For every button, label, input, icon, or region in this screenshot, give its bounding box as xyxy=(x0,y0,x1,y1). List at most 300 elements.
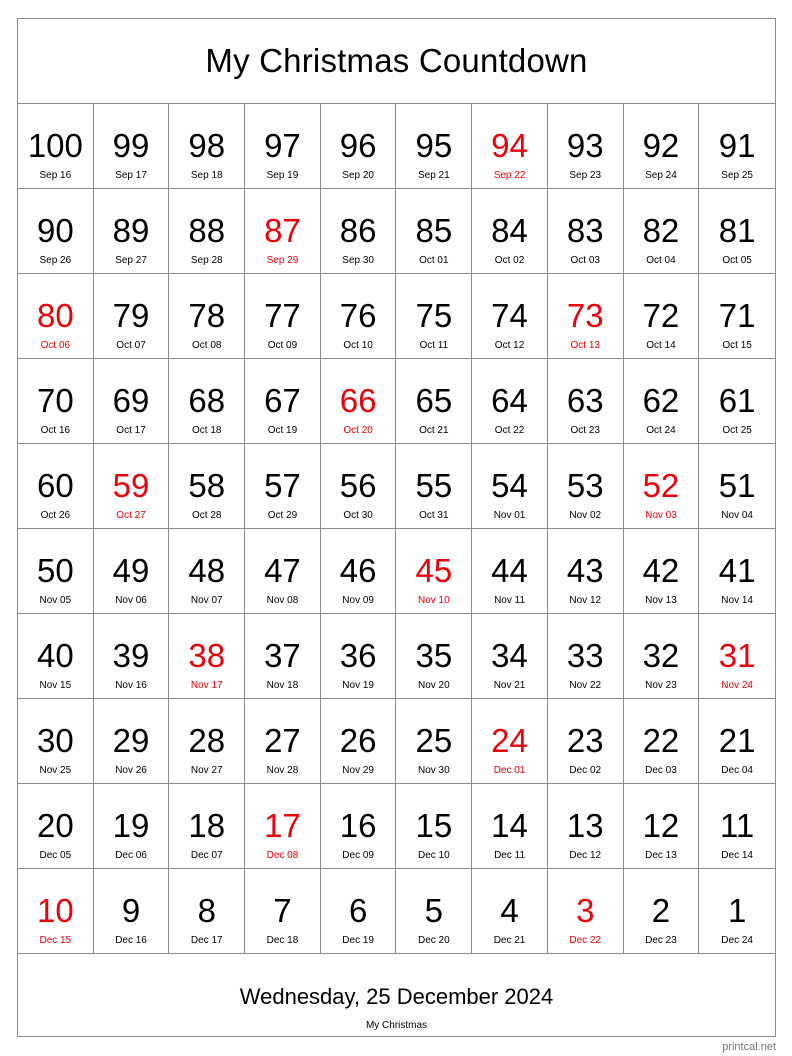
countdown-cell xyxy=(624,529,700,614)
days-remaining: 91 xyxy=(718,127,756,164)
countdown-cell xyxy=(321,359,397,444)
days-remaining: 28 xyxy=(188,722,226,759)
days-remaining: 85 xyxy=(415,212,453,249)
cell-date: Nov 15 xyxy=(39,680,72,691)
cell-date: Nov 30 xyxy=(417,765,450,776)
cell-date: Dec 24 xyxy=(721,935,753,946)
cell-date: Nov 29 xyxy=(342,765,374,776)
countdown-cell xyxy=(245,274,321,359)
days-remaining: 24 xyxy=(491,722,528,759)
countdown-calendar xyxy=(17,18,776,1037)
countdown-cell xyxy=(472,189,548,274)
countdown-cell xyxy=(94,869,170,954)
days-remaining: 18 xyxy=(188,807,226,844)
countdown-cell xyxy=(624,189,700,274)
cell-date: Oct 01 xyxy=(419,255,449,266)
cell-date: Oct 31 xyxy=(419,510,449,521)
days-remaining: 13 xyxy=(566,807,604,844)
cell-date: Dec 09 xyxy=(342,850,374,861)
cell-date: Nov 25 xyxy=(39,765,72,776)
cell-date: Dec 08 xyxy=(266,850,299,861)
cell-date: Dec 19 xyxy=(342,935,374,946)
cell-date: Sep 22 xyxy=(493,170,526,181)
countdown-cell xyxy=(699,699,775,784)
countdown-cell xyxy=(245,869,321,954)
cell-date: Sep 24 xyxy=(645,170,677,181)
countdown-cell xyxy=(18,614,94,699)
days-remaining: 36 xyxy=(339,637,377,674)
countdown-cell xyxy=(624,444,700,529)
cell-date: Nov 17 xyxy=(190,680,223,691)
days-remaining: 4 xyxy=(500,892,519,929)
days-remaining: 22 xyxy=(642,722,680,759)
countdown-cell xyxy=(548,529,624,614)
days-remaining: 77 xyxy=(264,297,301,334)
countdown-cell xyxy=(94,359,170,444)
days-remaining: 58 xyxy=(188,467,226,504)
cell-date: Oct 20 xyxy=(343,425,373,436)
cell-date: Sep 25 xyxy=(721,170,753,181)
cell-date: Nov 09 xyxy=(342,595,374,606)
days-remaining: 94 xyxy=(491,127,528,164)
countdown-cell xyxy=(472,614,548,699)
cell-date: Nov 23 xyxy=(645,680,677,691)
cell-date: Oct 14 xyxy=(646,340,676,351)
cell-date: Oct 05 xyxy=(722,255,752,266)
countdown-cell xyxy=(699,104,775,189)
cell-date: Sep 18 xyxy=(190,170,223,181)
cell-date: Dec 06 xyxy=(115,850,147,861)
cell-date: Dec 04 xyxy=(721,765,753,776)
countdown-cell xyxy=(548,274,624,359)
cell-date: Dec 03 xyxy=(645,765,677,776)
days-remaining: 8 xyxy=(197,892,216,929)
cell-date: Sep 20 xyxy=(342,170,374,181)
cell-date: Oct 15 xyxy=(722,340,752,351)
cell-date: Dec 02 xyxy=(569,765,602,776)
countdown-cell xyxy=(624,699,700,784)
cell-date: Dec 15 xyxy=(39,935,72,946)
footer xyxy=(18,954,775,1036)
countdown-cell xyxy=(699,784,775,869)
countdown-cell xyxy=(472,444,548,529)
countdown-cell xyxy=(321,699,397,784)
days-remaining: 99 xyxy=(112,127,150,164)
countdown-cell xyxy=(624,104,700,189)
days-remaining: 48 xyxy=(188,552,226,589)
days-remaining: 45 xyxy=(415,552,453,589)
countdown-cell xyxy=(396,274,472,359)
cell-date: Oct 07 xyxy=(116,340,146,351)
days-remaining: 83 xyxy=(566,212,604,249)
cell-date: Oct 28 xyxy=(192,510,222,521)
cell-date: Sep 16 xyxy=(39,170,72,181)
cell-date: Nov 08 xyxy=(266,595,299,606)
countdown-cell xyxy=(548,189,624,274)
cell-date: Dec 07 xyxy=(190,850,223,861)
countdown-cell xyxy=(245,784,321,869)
cell-date: Dec 23 xyxy=(645,935,677,946)
cell-date: Dec 18 xyxy=(266,935,299,946)
countdown-cell xyxy=(321,529,397,614)
cell-date: Oct 06 xyxy=(40,340,71,351)
days-remaining: 20 xyxy=(36,807,74,844)
cell-date: Sep 17 xyxy=(115,170,147,181)
days-remaining: 52 xyxy=(642,467,680,504)
countdown-cell xyxy=(18,274,94,359)
days-remaining: 39 xyxy=(112,637,150,674)
countdown-cell xyxy=(548,699,624,784)
cell-date: Nov 14 xyxy=(721,595,753,606)
days-remaining: 96 xyxy=(339,127,377,164)
cell-date: Oct 30 xyxy=(343,510,373,521)
days-remaining: 50 xyxy=(36,552,74,589)
days-remaining: 43 xyxy=(566,552,604,589)
countdown-cell xyxy=(245,189,321,274)
cell-date: Oct 19 xyxy=(267,425,298,436)
countdown-cell xyxy=(472,529,548,614)
days-remaining: 35 xyxy=(415,637,453,674)
countdown-cell xyxy=(245,359,321,444)
countdown-cell xyxy=(396,359,472,444)
cell-date: Nov 27 xyxy=(190,765,223,776)
cell-date: Oct 13 xyxy=(570,340,600,351)
days-remaining: 1 xyxy=(727,892,747,929)
countdown-cell xyxy=(699,614,775,699)
days-remaining: 37 xyxy=(264,637,301,674)
countdown-cell xyxy=(472,359,548,444)
days-remaining: 19 xyxy=(112,807,150,844)
days-remaining: 9 xyxy=(121,892,141,929)
days-remaining: 74 xyxy=(491,297,528,334)
days-remaining: 63 xyxy=(566,382,604,419)
cell-date: Nov 13 xyxy=(645,595,677,606)
days-remaining: 86 xyxy=(339,212,377,249)
days-remaining: 53 xyxy=(566,467,604,504)
countdown-cell xyxy=(245,104,321,189)
days-remaining: 98 xyxy=(188,127,226,164)
cell-date: Oct 08 xyxy=(192,340,222,351)
days-remaining: 70 xyxy=(36,382,74,419)
countdown-cell xyxy=(245,444,321,529)
cell-date: Nov 18 xyxy=(266,680,299,691)
countdown-cell xyxy=(169,104,245,189)
cell-date: Oct 26 xyxy=(40,510,71,521)
days-remaining: 95 xyxy=(415,127,453,164)
countdown-cell xyxy=(18,189,94,274)
days-remaining: 55 xyxy=(415,467,453,504)
countdown-cell xyxy=(18,699,94,784)
cell-date: Sep 21 xyxy=(417,170,450,181)
days-remaining: 90 xyxy=(36,212,74,249)
countdown-cell xyxy=(94,529,170,614)
cell-date: Nov 22 xyxy=(569,680,602,691)
countdown-cell xyxy=(548,869,624,954)
cell-date: Nov 28 xyxy=(266,765,299,776)
days-remaining: 46 xyxy=(339,552,377,589)
countdown-cell xyxy=(396,189,472,274)
cell-date: Oct 24 xyxy=(646,425,676,436)
cell-date: Oct 27 xyxy=(116,510,146,521)
days-remaining: 5 xyxy=(424,892,444,929)
cell-date: Nov 10 xyxy=(417,595,450,606)
days-remaining: 71 xyxy=(718,297,756,334)
countdown-cell xyxy=(321,104,397,189)
days-remaining: 72 xyxy=(642,297,680,334)
countdown-cell xyxy=(699,869,775,954)
countdown-cell xyxy=(472,869,548,954)
countdown-cell xyxy=(472,784,548,869)
countdown-cell xyxy=(169,274,245,359)
cell-date: Sep 19 xyxy=(266,170,299,181)
days-remaining: 29 xyxy=(112,722,150,759)
days-remaining: 10 xyxy=(36,892,74,929)
countdown-cell xyxy=(94,444,170,529)
countdown-cell xyxy=(18,104,94,189)
cell-date: Oct 02 xyxy=(494,255,525,266)
cell-date: Dec 12 xyxy=(569,850,602,861)
cell-date: Nov 16 xyxy=(115,680,147,691)
days-remaining: 6 xyxy=(348,892,368,929)
countdown-cell xyxy=(169,359,245,444)
days-remaining: 73 xyxy=(566,297,604,334)
days-remaining: 60 xyxy=(36,467,74,504)
countdown-cell xyxy=(321,189,397,274)
cell-date: Oct 23 xyxy=(570,425,600,436)
countdown-cell xyxy=(321,614,397,699)
cell-date: Oct 10 xyxy=(343,340,373,351)
countdown-grid xyxy=(18,104,775,954)
cell-date: Nov 01 xyxy=(493,510,526,521)
countdown-cell xyxy=(699,189,775,274)
page-title: My Christmas Countdown xyxy=(18,19,775,104)
watermark: printcal.net xyxy=(722,1041,776,1053)
cell-date: Oct 21 xyxy=(419,425,449,436)
cell-date: Oct 03 xyxy=(570,255,600,266)
countdown-cell xyxy=(396,869,472,954)
days-remaining: 16 xyxy=(339,807,377,844)
days-remaining: 93 xyxy=(566,127,604,164)
countdown-cell xyxy=(94,104,170,189)
days-remaining: 14 xyxy=(491,807,528,844)
countdown-cell xyxy=(169,784,245,869)
days-remaining: 69 xyxy=(112,382,150,419)
days-remaining: 15 xyxy=(415,807,453,844)
cell-date: Nov 19 xyxy=(342,680,374,691)
countdown-cell xyxy=(169,189,245,274)
days-remaining: 30 xyxy=(36,722,74,759)
days-remaining: 42 xyxy=(642,552,680,589)
days-remaining: 32 xyxy=(642,637,680,674)
cell-date: Oct 12 xyxy=(494,340,525,351)
days-remaining: 23 xyxy=(566,722,604,759)
cell-date: Nov 21 xyxy=(493,680,526,691)
days-remaining: 56 xyxy=(339,467,377,504)
countdown-cell xyxy=(624,869,700,954)
countdown-cell xyxy=(396,784,472,869)
cell-date: Dec 10 xyxy=(417,850,450,861)
countdown-cell xyxy=(18,359,94,444)
cell-date: Dec 20 xyxy=(417,935,450,946)
countdown-cell xyxy=(169,529,245,614)
countdown-cell xyxy=(624,359,700,444)
countdown-cell xyxy=(245,614,321,699)
days-remaining: 33 xyxy=(566,637,604,674)
countdown-cell xyxy=(321,444,397,529)
days-remaining: 57 xyxy=(264,467,301,504)
cell-date: Sep 23 xyxy=(569,170,602,181)
days-remaining: 89 xyxy=(112,212,150,249)
days-remaining: 81 xyxy=(718,212,756,249)
cell-date: Dec 21 xyxy=(493,935,526,946)
days-remaining: 87 xyxy=(264,212,301,249)
cell-date: Nov 24 xyxy=(721,680,753,691)
days-remaining: 12 xyxy=(642,807,680,844)
days-remaining: 21 xyxy=(718,722,756,759)
countdown-cell xyxy=(548,359,624,444)
countdown-cell xyxy=(94,699,170,784)
cell-date: Oct 11 xyxy=(419,340,449,351)
days-remaining: 41 xyxy=(718,552,756,589)
countdown-cell xyxy=(321,274,397,359)
countdown-cell xyxy=(624,274,700,359)
cell-date: Oct 04 xyxy=(646,255,676,266)
days-remaining: 49 xyxy=(112,552,150,589)
cell-date: Dec 05 xyxy=(39,850,72,861)
days-remaining: 82 xyxy=(642,212,680,249)
days-remaining: 84 xyxy=(491,212,528,249)
cell-date: Dec 01 xyxy=(493,765,526,776)
days-remaining: 68 xyxy=(188,382,226,419)
countdown-cell xyxy=(396,444,472,529)
days-remaining: 3 xyxy=(576,892,595,929)
days-remaining: 54 xyxy=(491,467,528,504)
cell-date: Sep 28 xyxy=(190,255,223,266)
countdown-cell xyxy=(699,529,775,614)
countdown-cell xyxy=(624,614,700,699)
days-remaining: 64 xyxy=(491,382,528,419)
days-remaining: 65 xyxy=(415,382,453,419)
countdown-cell xyxy=(396,614,472,699)
countdown-cell xyxy=(245,699,321,784)
cell-date: Sep 29 xyxy=(266,255,299,266)
cell-date: Dec 14 xyxy=(721,850,753,861)
cell-date: Nov 11 xyxy=(494,595,526,606)
countdown-cell xyxy=(94,189,170,274)
countdown-cell xyxy=(624,784,700,869)
days-remaining: 2 xyxy=(651,892,671,929)
countdown-cell xyxy=(472,274,548,359)
countdown-cell xyxy=(169,614,245,699)
cell-date: Nov 02 xyxy=(569,510,602,521)
cell-date: Nov 07 xyxy=(190,595,223,606)
days-remaining: 62 xyxy=(642,382,680,419)
days-remaining: 17 xyxy=(264,807,301,844)
countdown-cell xyxy=(169,869,245,954)
days-remaining: 26 xyxy=(339,722,377,759)
footer-label: My Christmas xyxy=(365,1020,428,1031)
countdown-cell xyxy=(396,104,472,189)
countdown-cell xyxy=(94,784,170,869)
days-remaining: 76 xyxy=(339,297,377,334)
countdown-cell xyxy=(548,444,624,529)
cell-date: Sep 27 xyxy=(115,255,147,266)
days-remaining: 92 xyxy=(642,127,680,164)
countdown-cell xyxy=(396,699,472,784)
countdown-cell xyxy=(321,784,397,869)
countdown-cell xyxy=(699,444,775,529)
countdown-cell xyxy=(18,529,94,614)
days-remaining: 66 xyxy=(339,382,377,419)
countdown-cell xyxy=(699,359,775,444)
days-remaining: 25 xyxy=(415,722,453,759)
cell-date: Oct 18 xyxy=(192,425,222,436)
countdown-cell xyxy=(548,104,624,189)
days-remaining: 88 xyxy=(188,212,226,249)
countdown-cell xyxy=(472,699,548,784)
days-remaining: 67 xyxy=(264,382,301,419)
cell-date: Sep 26 xyxy=(39,255,72,266)
countdown-cell xyxy=(245,529,321,614)
countdown-cell xyxy=(18,444,94,529)
cell-date: Dec 11 xyxy=(494,850,526,861)
days-remaining: 34 xyxy=(491,637,528,674)
days-remaining: 38 xyxy=(188,637,226,674)
cell-date: Oct 09 xyxy=(267,340,298,351)
countdown-cell xyxy=(18,784,94,869)
days-remaining: 78 xyxy=(188,297,226,334)
cell-date: Oct 22 xyxy=(494,425,525,436)
days-remaining: 11 xyxy=(720,807,755,844)
cell-date: Dec 22 xyxy=(569,935,602,946)
cell-date: Nov 26 xyxy=(115,765,147,776)
countdown-cell xyxy=(169,444,245,529)
cell-date: Dec 13 xyxy=(645,850,677,861)
days-remaining: 27 xyxy=(264,722,301,759)
cell-date: Sep 30 xyxy=(342,255,374,266)
cell-date: Dec 17 xyxy=(190,935,223,946)
days-remaining: 100 xyxy=(27,127,83,164)
cell-date: Dec 16 xyxy=(115,935,147,946)
cell-date: Oct 16 xyxy=(40,425,71,436)
days-remaining: 59 xyxy=(112,467,150,504)
countdown-cell xyxy=(94,274,170,359)
cell-date: Oct 25 xyxy=(722,425,752,436)
countdown-cell xyxy=(18,869,94,954)
days-remaining: 51 xyxy=(718,467,756,504)
cell-date: Oct 17 xyxy=(116,425,146,436)
days-remaining: 47 xyxy=(264,552,301,589)
countdown-cell xyxy=(699,274,775,359)
cell-date: Nov 12 xyxy=(569,595,602,606)
cell-date: Nov 05 xyxy=(39,595,72,606)
countdown-cell xyxy=(321,869,397,954)
countdown-cell xyxy=(169,699,245,784)
cell-date: Nov 03 xyxy=(645,510,677,521)
countdown-cell xyxy=(94,614,170,699)
days-remaining: 97 xyxy=(264,127,301,164)
countdown-cell xyxy=(396,529,472,614)
days-remaining: 31 xyxy=(718,637,756,674)
days-remaining: 40 xyxy=(36,637,74,674)
cell-date: Nov 06 xyxy=(115,595,147,606)
cell-date: Oct 29 xyxy=(267,510,298,521)
days-remaining: 75 xyxy=(415,297,453,334)
days-remaining: 80 xyxy=(36,297,74,334)
cell-date: Nov 20 xyxy=(417,680,450,691)
cell-date: Nov 04 xyxy=(721,510,753,521)
target-date: Wednesday, 25 December 2024 xyxy=(239,984,554,1009)
